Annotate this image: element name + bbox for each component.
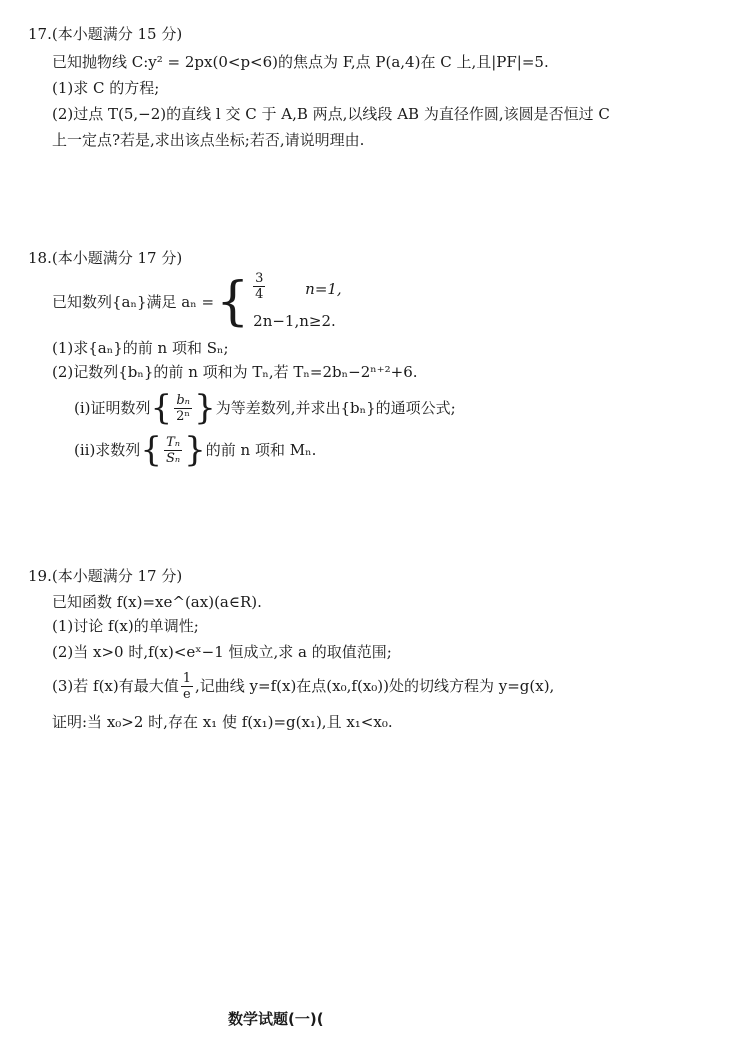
q19-part3-line2: 证明:当 x₀>2 时,存在 x₁ 使 f(x₁)=g(x₁),且 x₁<x₀. [52, 713, 393, 731]
q19-part3-prefix: (3)若 f(x)有最大值 [52, 677, 179, 695]
left-brace-icon: { [216, 272, 250, 332]
q17-part2-line1: (2)过点 T(5,−2)的直线 l 交 C 于 A,B 两点,以线段 AB 为直径作圆,该圆是否恒过 C [52, 105, 610, 123]
sub1-fraction: $\frac{\text{bₙ}}{\text{2ⁿ}}$ [176, 392, 191, 424]
left-brace-icon: { [140, 430, 162, 470]
q19-part2: (2)当 x>0 时,f(x)<eˣ−1 恒成立,求 a 的取值范围; [52, 643, 392, 661]
q18-sub1-suffix: 为等差数列,并求出{bₙ}的通项公式; [215, 399, 456, 417]
q18-part2: (2)记数列{bₙ}的前 n 项和为 Tₙ,若 Tₙ=2bₙ−2ⁿ⁺²+6. [52, 363, 418, 381]
right-brace-icon: } [194, 388, 216, 428]
q18-sub2-suffix: 的前 n 项和 Mₙ. [205, 441, 317, 459]
piecewise-cases [251, 271, 381, 333]
left-brace-icon: { [150, 388, 173, 428]
q19-part3 [52, 666, 554, 706]
part3-fraction: $\frac{1}{e}$ [182, 670, 192, 702]
q18-stem [52, 270, 381, 334]
q18-header: 18.(本小题满分 17 分) [28, 249, 183, 267]
q18-stem-prefix: 已知数列{aₙ}满足 aₙ = [52, 293, 215, 311]
q18-sub2-prefix: (ⅱ)求数列 [74, 441, 141, 459]
case1-condition: n=1, [305, 280, 342, 298]
q18-part1: (1)求{aₙ}的前 n 项和 Sₙ; [52, 339, 229, 357]
q19-header: 19.(本小题满分 17 分) [28, 567, 183, 585]
q17-part1: (1)求 C 的方程; [52, 79, 160, 97]
q18-sub2 [74, 430, 316, 470]
right-brace-icon: } [184, 430, 206, 470]
q19-part3-suffix: ,记曲线 y=f(x)在点(x₀,f(x₀))处的切线方程为 y=g(x), [195, 677, 555, 695]
q18-sub1 [74, 388, 456, 428]
case1-fraction: $\frac{3}{4}$ [255, 271, 264, 302]
q18-sub1-prefix: (ⅰ)证明数列 [74, 399, 151, 417]
page-footer: 数学试题(一)( [228, 1010, 324, 1028]
case2-expression: 2n−1,n≥2. [253, 312, 336, 330]
q19-stem: 已知函数 f(x)=xe^(ax)(a∈R). [52, 593, 262, 611]
sub2-fraction: $\frac{\text{Tₙ}}{\text{Sₙ}}$ [165, 434, 181, 466]
q17-header: 17.(本小题满分 15 分) [28, 25, 183, 43]
q17-part2-line2: 上一定点?若是,求出该点坐标;若否,请说明理由. [52, 131, 365, 149]
q17-stem: 已知抛物线 C:y² = 2px(0<p<6)的焦点为 F,点 P(a,4)在 C 上,且|PF|=5. [52, 53, 549, 71]
q19-part1: (1)讨论 f(x)的单调性; [52, 617, 199, 635]
